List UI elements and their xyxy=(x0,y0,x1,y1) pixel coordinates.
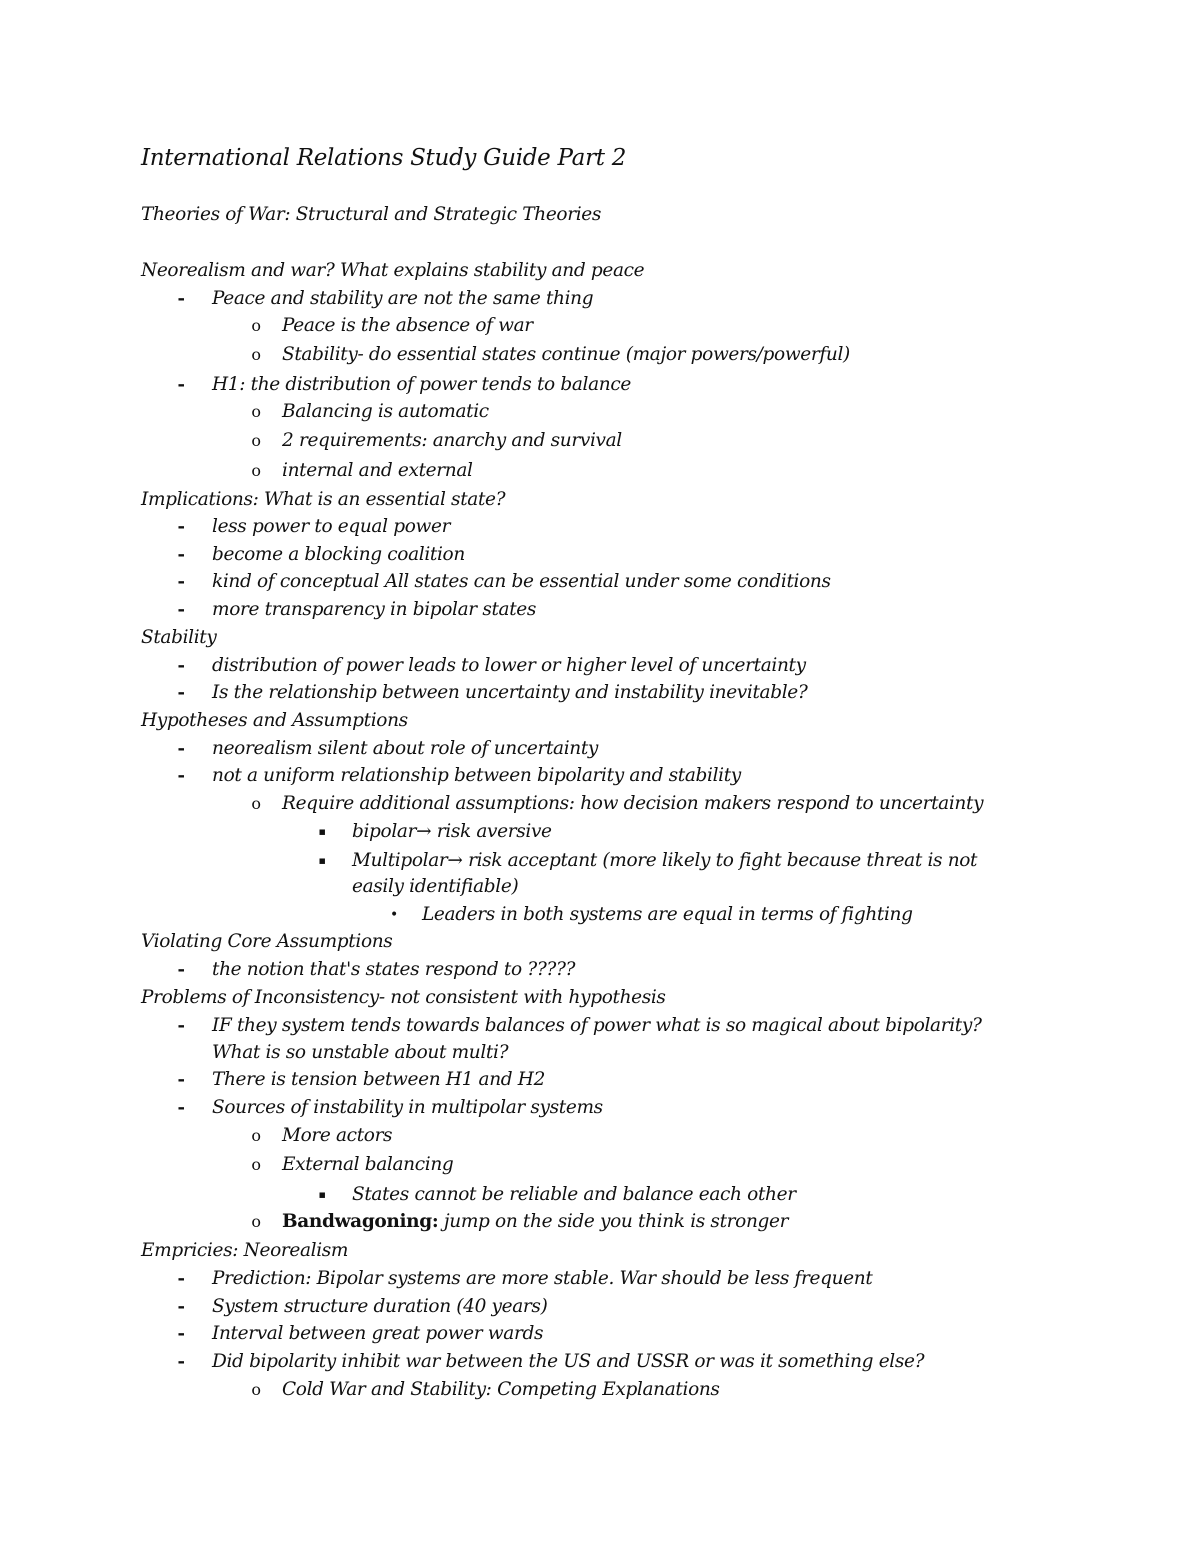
list-item: o More actors xyxy=(0,1122,1200,1150)
list-item: ▪ Multipolar→ risk acceptant (more likely to fight because threat is not xyxy=(0,847,1200,875)
dash-bullet-icon: - xyxy=(177,959,185,980)
list-item: - System structure duration (40 years) xyxy=(0,1293,1200,1321)
dash-bullet-icon: - xyxy=(177,655,185,676)
circle-bullet-icon: o xyxy=(251,1155,261,1174)
list-item: - IF they system tends towards balances of power what is so magical about bipolarity? xyxy=(0,1012,1200,1040)
list-item: ▪ States cannot be reliable and balance each other xyxy=(0,1181,1200,1209)
list-item: - more transparency in bipolar states xyxy=(0,596,1200,624)
heading-line: Violating Core Assumptions xyxy=(141,931,393,952)
document-title xyxy=(0,141,1200,175)
list-item: - less power to equal power xyxy=(0,513,1200,541)
list-item: o External balancing xyxy=(0,1151,1200,1179)
dash-bullet-icon: - xyxy=(177,1268,185,1289)
circle-bullet-icon: o xyxy=(251,1212,261,1231)
dash-bullet-icon: - xyxy=(177,1323,185,1344)
list-item: - H1: the distribution of power tends to balance xyxy=(0,371,1200,399)
dash-bullet-icon: - xyxy=(177,516,185,537)
circle-bullet-icon: o xyxy=(251,345,261,364)
dash-bullet-icon: - xyxy=(177,1069,185,1090)
heading-line: Implications: What is an essential state? xyxy=(141,489,506,510)
dot-bullet-icon: • xyxy=(390,907,398,923)
heading-line: Problems of Inconsistency- not consistent with hypothesis xyxy=(141,987,666,1008)
list-item: - Is the relationship between uncertainty and instability inevitable? xyxy=(0,679,1200,707)
circle-bullet-icon: o xyxy=(251,461,261,480)
circle-bullet-icon: o xyxy=(251,1126,261,1145)
list-item: o internal and external xyxy=(0,457,1200,485)
list-item: - Peace and stability are not the same thing xyxy=(0,285,1200,313)
list-item-continuation: What is so unstable about multi? xyxy=(212,1042,509,1063)
list-item: • Leaders in both systems are equal in terms of fighting xyxy=(0,901,1200,929)
bold-term: Bandwagoning: xyxy=(282,1211,439,1232)
square-bullet-icon: ▪ xyxy=(318,854,326,867)
list-item: - Did bipolarity inhibit war between the US and USSR or was it something else? xyxy=(0,1348,1200,1376)
dash-bullet-icon: - xyxy=(177,544,185,565)
list-item: - There is tension between H1 and H2 xyxy=(0,1066,1200,1094)
list-item: - distribution of power leads to lower or higher level of uncertainty xyxy=(0,652,1200,680)
dash-bullet-icon: - xyxy=(177,765,185,786)
dash-bullet-icon: - xyxy=(177,1097,185,1118)
list-item: o Balancing is automatic xyxy=(0,398,1200,426)
dash-bullet-icon: - xyxy=(177,682,185,703)
circle-bullet-icon: o xyxy=(251,402,261,421)
list-item: - Prediction: Bipolar systems are more stable. War should be less frequent xyxy=(0,1265,1200,1293)
square-bullet-icon: ▪ xyxy=(318,1188,326,1201)
list-item: o Bandwagoning: jump on the side you think is stronger xyxy=(0,1208,1200,1236)
list-item: - neorealism silent about role of uncertainty xyxy=(0,735,1200,763)
circle-bullet-icon: o xyxy=(251,316,261,335)
dash-bullet-icon: - xyxy=(177,1351,185,1372)
dash-bullet-icon: - xyxy=(177,571,185,592)
circle-bullet-icon: o xyxy=(251,1380,261,1399)
list-item: ▪ bipolar→ risk aversive xyxy=(0,818,1200,846)
list-item-continuation: easily identifiable) xyxy=(352,876,519,897)
list-item: o Peace is the absence of war xyxy=(0,312,1200,340)
circle-bullet-icon: o xyxy=(251,431,261,450)
list-item: o Require additional assumptions: how decision makers respond to uncertainty xyxy=(0,790,1200,818)
list-item: - Interval between great power wards xyxy=(0,1320,1200,1348)
square-bullet-icon: ▪ xyxy=(318,825,326,838)
circle-bullet-icon: o xyxy=(251,794,261,813)
title-text: International Relations Study Guide Part 2 xyxy=(141,145,627,171)
list-item: o 2 requirements: anarchy and survival xyxy=(0,427,1200,455)
list-item: - Sources of instability in multipolar systems xyxy=(0,1094,1200,1122)
heading-line: Empricies: Neorealism xyxy=(141,1240,349,1261)
list-item: - become a blocking coalition xyxy=(0,541,1200,569)
dash-bullet-icon: - xyxy=(177,1296,185,1317)
dash-bullet-icon: - xyxy=(177,599,185,620)
list-item: - kind of conceptual All states can be essential under some conditions xyxy=(0,568,1200,596)
heading-line: Neorealism and war? What explains stability and peace xyxy=(141,260,645,281)
list-item: - the notion that's states respond to ????? xyxy=(0,956,1200,984)
dash-bullet-icon: - xyxy=(177,738,185,759)
dash-bullet-icon: - xyxy=(177,288,185,309)
heading-line: Hypotheses and Assumptions xyxy=(141,710,408,731)
dash-bullet-icon: - xyxy=(177,1015,185,1036)
dash-bullet-icon: - xyxy=(177,374,185,395)
section-heading xyxy=(0,201,1200,229)
list-item: o Cold War and Stability: Competing Explanations xyxy=(0,1376,1200,1404)
list-item: o Stability- do essential states continue (major powers/powerful) xyxy=(0,341,1200,369)
list-item: - not a uniform relationship between bipolarity and stability xyxy=(0,762,1200,790)
subtitle-text: Theories of War: Structural and Strategic Theories xyxy=(141,204,602,225)
heading-line: Stability xyxy=(141,627,217,648)
